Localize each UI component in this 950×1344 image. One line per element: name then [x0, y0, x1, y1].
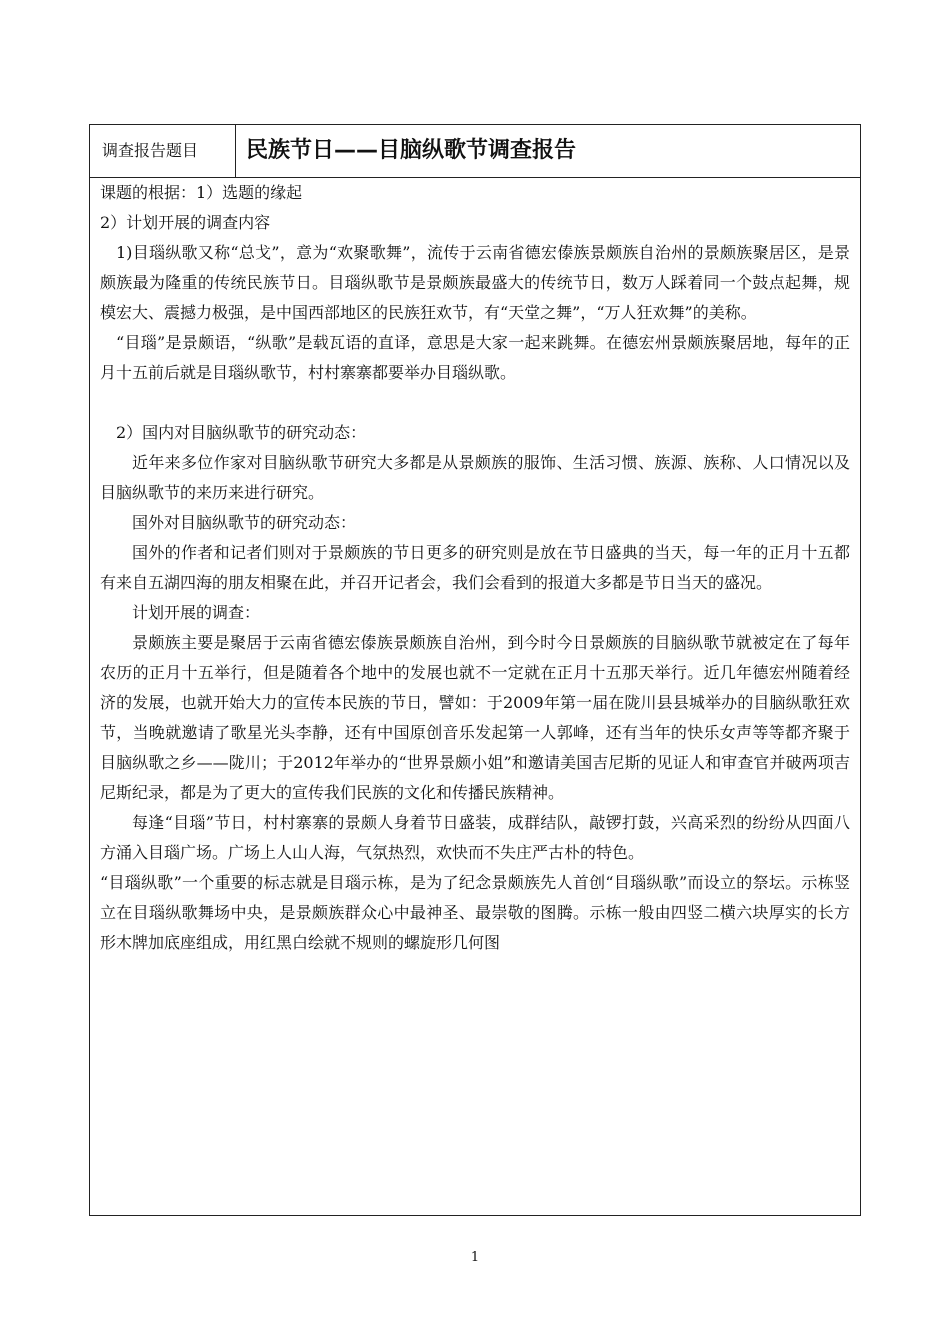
page-number: 1: [470, 1250, 480, 1265]
paragraph-etymology: “目瑙”是景颇语，“纵歌”是载瓦语的直译，意思是大家一起来跳舞。在德宏州景颇族聚居地，每年的正月十五前后就是目瑙纵歌节，村村寨寨都要举办目瑙纵歌。: [100, 333, 850, 382]
paragraph-domestic-heading: 2）国内对目脑纵歌节的研究动态：: [116, 423, 367, 442]
paragraph-festival: 每逢“目瑙”节日，村村寨寨的景颇人身着节日盛装，成群结队，敲锣打鼓，兴高采烈的纷纷从四面八方涌入目瑙广场。广场上人山人海，气氛热烈，欢快而不失庄严古朴的特色。: [100, 813, 850, 862]
paragraph-shidong: “目瑙纵歌”一个重要的标志就是目瑙示栋，是为了纪念景颇族先人首创“目瑙纵歌”而设立的祭坛。示栋竖立在目瑙纵歌舞场中央，是景颇族群众心中最神圣、最崇敬的图腾。示栋一般由四竖二横六块厚实的长方形木牌加底座组成，用红黑白绘就不规则的螺旋形几何图: [100, 873, 850, 952]
paragraph-foreign: 国外的作者和记者们则对于景颇族的节日更多的研究则是放在节日盛典的当天，每一年的正月十五都有来自五湖四海的朋友相聚在此，并召开记者会，我们会看到的报道大多都是节日当天的盛况。: [100, 543, 850, 592]
blank-line: [100, 388, 850, 418]
paragraph-domestic: 近年来多位作家对目脑纵歌节研究大多都是从景颇族的服饰、生活习惯、族源、族称、人口情况以及目脑纵歌节的来历来进行研究。: [100, 453, 850, 502]
paragraph-basis: 课题的根据：1）选题的缘起: [100, 183, 303, 202]
paragraph-foreign-heading: 国外对目脑纵歌节的研究动态：: [132, 513, 357, 532]
report-body: [90, 178, 860, 1215]
report-title: 民族节日——目脑纵歌节调查报告: [246, 138, 577, 163]
title-label: 调查报告题目: [90, 125, 236, 177]
report-table: [89, 124, 861, 1216]
title-row: [90, 125, 860, 178]
paragraph-survey: 景颇族主要是聚居于云南省德宏傣族景颇族自治州，到今时今日景颇族的目脑纵歌节就被定在了每年农历的正月十五举行，但是随着各个地中的发展也就不一定就在正月十五那天举行。近几年德宏州随着经济的发展，也就开始大力的宣传本民族的节日，譬如：于2009年第一届在陇川县县城举办的目脑纵歌狂欢节，当晚就邀请了歌星光头李静，还有中国原创音乐发起第一人郭峰，还有当年的快乐女声等等都齐聚于目脑纵歌之乡——陇川；于2012年举办的“世界景颇小姐”和邀请美国吉尼斯的见证人和审查官并破两项吉尼斯纪录，都是为了更大的宣传我们民族的文化和传播民族精神。: [100, 633, 850, 802]
paragraph-survey-heading: 计划开展的调查：: [132, 603, 261, 622]
paragraph-plan-heading: 2）计划开展的调查内容: [100, 213, 271, 232]
paragraph-intro: 1)目瑙纵歌又称“总戈”，意为“欢聚歌舞”，流传于云南省德宏傣族景颇族自治州的景颇族聚居区，是景颇族最为隆重的传统民族节日。目瑙纵歌节是景颇族最盛大的传统节日，数万人踩着同一个鼓点起舞，规模宏大、震撼力极强，是中国西部地区的民族狂欢节，有“天堂之舞”，“万人狂欢舞”的美称。: [100, 243, 850, 322]
